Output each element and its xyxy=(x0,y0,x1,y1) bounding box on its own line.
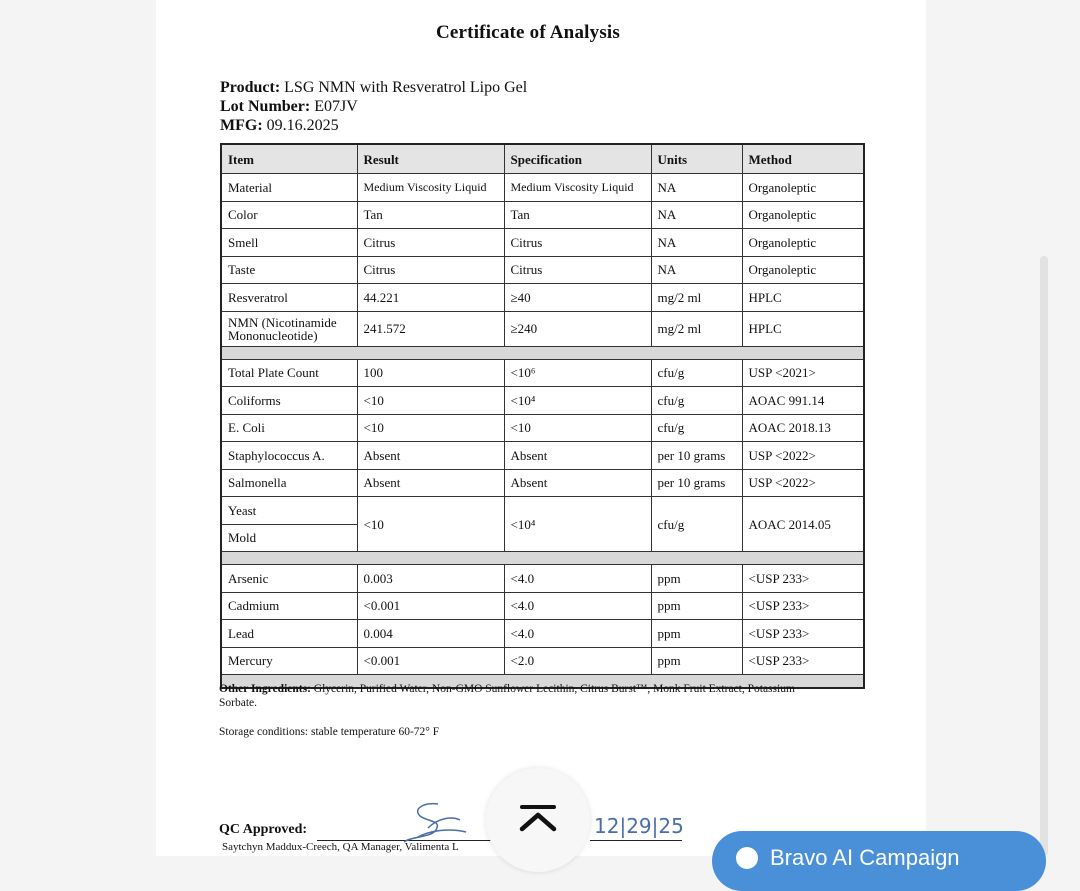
product-meta xyxy=(220,78,527,135)
table-row: Arsenic 0.003 <4.0 ppm <USP 233> xyxy=(221,565,864,593)
table-separator xyxy=(221,552,864,565)
header-specification: Specification xyxy=(504,144,651,174)
qc-approved-label: QC Approved: xyxy=(219,822,308,837)
table-row: Material Medium Viscosity Liquid Medium Viscosity Liquid NA Organoleptic xyxy=(221,174,864,202)
table-row: Resveratrol 44.221 ≥40 mg/2 ml HPLC xyxy=(221,284,864,312)
signature-image xyxy=(398,798,470,848)
scroll-to-top-button[interactable] xyxy=(486,768,590,872)
product-value: LSG NMN with Resveratrol Lipo Gel xyxy=(284,79,528,96)
item-mold: Mold xyxy=(221,524,357,552)
chat-button-label: Bravo AI Campaign xyxy=(770,845,960,870)
table-row: E. Coli <10 <10 cfu/g AOAC 2018.13 xyxy=(221,414,864,442)
header-units: Units xyxy=(651,144,742,174)
table-row: Taste Citrus Citrus NA Organoleptic xyxy=(221,256,864,284)
table-row: Cadmium <0.001 <4.0 ppm <USP 233> xyxy=(221,592,864,620)
storage-conditions: Storage conditions: stable temperature 60-72° F xyxy=(219,726,440,738)
signer-name: Saytchyn Maddux-Creech, QA Manager, Valimenta L xyxy=(222,841,459,853)
scrollbar[interactable] xyxy=(1040,256,1048,856)
date-line xyxy=(590,840,682,841)
table-separator xyxy=(221,346,864,359)
product-line: Product: LSG NMN with Resveratrol Lipo Gel xyxy=(220,79,528,96)
lot-line: Lot Number: E07JV xyxy=(220,98,358,115)
other-ingredients: Other Ingredients: Glycerin, Purified Water, Non-GMO Sunflower Lecithin, Citrus Burst™, Monk Fruit Extract, Potassium Sorbate. xyxy=(219,683,795,709)
table-row: Salmonella Absent Absent per 10 grams USP <2022> xyxy=(221,469,864,497)
table-row: Coliforms <10 <10⁴ cfu/g AOAC 991.14 xyxy=(221,387,864,415)
table-row: Staphylococcus A. Absent Absent per 10 grams USP <2022> xyxy=(221,442,864,470)
table-row: Total Plate Count 100 <10⁶ cfu/g USP <2021> xyxy=(221,359,864,387)
handwritten-date: 12|29|25 xyxy=(594,814,684,838)
table-row: NMN (Nicotinamide Mononucleotide) 241.572 ≥240 mg/2 ml HPLC xyxy=(221,311,864,346)
table-row: Yeast <10 <10⁴ cfu/g AOAC 2014.05 xyxy=(221,497,864,525)
header-method: Method xyxy=(742,144,864,174)
chat-icon xyxy=(736,847,758,869)
table-header-row xyxy=(221,144,864,174)
header-result: Result xyxy=(357,144,504,174)
table-row: Mercury <0.001 <2.0 ppm <USP 233> xyxy=(221,647,864,675)
chevron-up-icon xyxy=(518,804,558,832)
analysis-table xyxy=(220,143,865,689)
item-yeast: Yeast xyxy=(221,497,357,525)
lot-value: E07JV xyxy=(314,98,358,115)
mfg-value: 09.16.2025 xyxy=(266,117,339,134)
mfg-line: MFG: 09.16.2025 xyxy=(220,117,339,134)
table-row: Color Tan Tan NA Organoleptic xyxy=(221,201,864,229)
document-title: Certificate of Analysis xyxy=(435,22,620,43)
table-row: Smell Citrus Citrus NA Organoleptic xyxy=(221,229,864,257)
table-row: Lead 0.004 <4.0 ppm <USP 233> xyxy=(221,620,864,648)
ai-chat-button[interactable] xyxy=(712,831,1046,891)
header-item: Item xyxy=(221,144,357,174)
